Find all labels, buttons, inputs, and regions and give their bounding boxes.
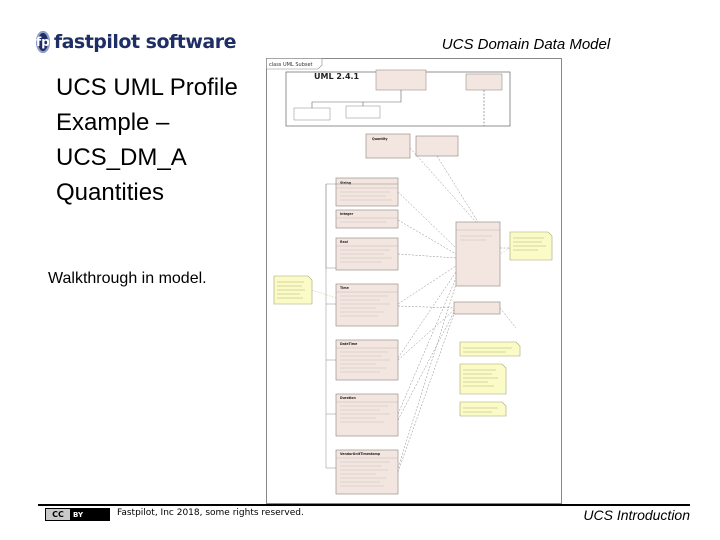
- class-label: DateTime: [340, 342, 358, 346]
- uml-element-box: [294, 108, 330, 120]
- uml-package-title: UML 2.4.1: [314, 72, 360, 81]
- note-right-3: [460, 402, 506, 416]
- uml-primitive-box: [466, 74, 502, 90]
- copyright-text: Fastpilot, Inc 2018, some rights reserved.: [117, 508, 304, 518]
- class-label: Real: [340, 240, 348, 244]
- class-measure: [416, 136, 458, 156]
- footer-divider: [38, 504, 690, 506]
- cc-license-badge: [45, 508, 110, 521]
- note-right-1: [460, 342, 520, 356]
- note-right-2: [460, 364, 506, 394]
- logo-text: fastpilot software: [53, 31, 237, 53]
- class-time: [336, 284, 398, 326]
- slide-title-line: Quantities: [56, 179, 165, 206]
- class-enumeration: [454, 302, 500, 314]
- slide-title-line: UCS_DM_A: [56, 144, 187, 171]
- class-label: Integer: [340, 212, 354, 216]
- slide-title: [56, 70, 271, 210]
- class-label: String: [340, 181, 352, 185]
- header-title: UCS Domain Data Model: [441, 36, 611, 53]
- class-label: Duration: [340, 396, 356, 400]
- footer-section-title: UCS Introduction: [583, 507, 690, 523]
- diagram-frame-label: class UML Subset: [269, 62, 313, 68]
- class-label: Quantity: [372, 137, 388, 141]
- class-vendor-unit-timestamp: [336, 450, 398, 494]
- logo-mark: fp: [36, 31, 50, 53]
- company-logo: [36, 30, 237, 54]
- class-label: Time: [340, 286, 349, 290]
- cc-by-label: BY: [73, 510, 84, 519]
- slide-subtitle: Walkthrough in model.: [48, 270, 207, 287]
- class-label: VendorUnitTimestamp: [340, 452, 381, 456]
- cc-icon: CC: [46, 509, 70, 520]
- uml-class-diagram: [266, 58, 562, 504]
- class-unit: [456, 222, 500, 286]
- uml-stereotype-box: [376, 70, 426, 90]
- class-duration: [336, 394, 398, 436]
- diagram-frame-label-tab: [267, 59, 323, 70]
- slide-title-line: Example –: [56, 109, 170, 136]
- slide-title-line: UCS UML Profile: [56, 74, 238, 101]
- uml-element-box: [346, 106, 380, 118]
